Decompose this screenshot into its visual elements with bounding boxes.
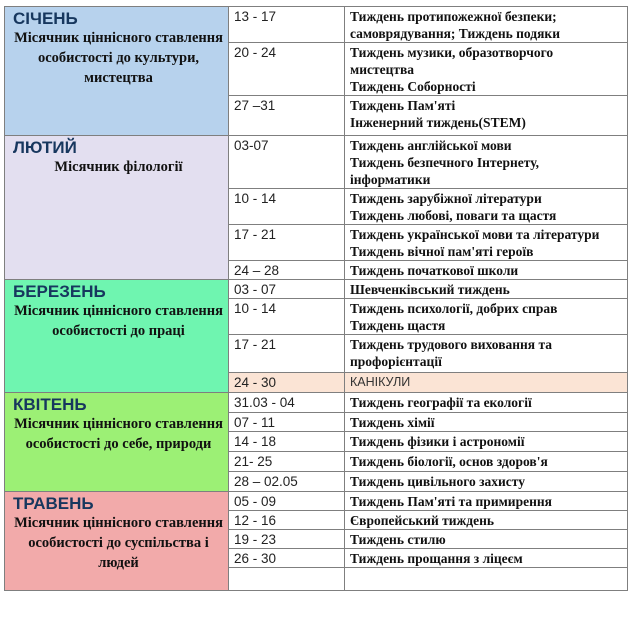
week-events — [345, 452, 628, 472]
week-dates: 05 - 09 — [229, 492, 345, 511]
event-line: КАНІКУЛИ — [350, 375, 411, 389]
week-events — [345, 472, 628, 492]
week-dates: 12 - 16 — [229, 511, 345, 530]
week-events — [345, 225, 628, 261]
week-events — [345, 261, 628, 280]
week-events — [345, 432, 628, 452]
week-dates: 21- 25 — [229, 452, 345, 472]
event-line: Тиждень хімії — [350, 415, 435, 430]
event-line: мистецтва — [350, 62, 415, 77]
week-events — [345, 549, 628, 568]
event-line: Інженерний тиждень(STEM) — [350, 115, 526, 130]
week-events — [345, 189, 628, 225]
week-events — [345, 96, 628, 136]
week-events — [345, 530, 628, 549]
event-line: Тиждень щастя — [350, 318, 446, 333]
event-line: Тиждень психології, добрих справ — [350, 301, 558, 316]
event-line: Тиждень трудового виховання та — [350, 337, 553, 352]
week-events — [345, 7, 628, 43]
month-name: ТРАВЕНЬ — [13, 494, 94, 513]
month-cell — [5, 492, 229, 591]
month-name: БЕРЕЗЕНЬ — [13, 282, 106, 301]
month-name: СІЧЕНЬ — [13, 9, 78, 28]
week-dates: 10 - 14 — [229, 189, 345, 225]
month-theme: Місячник ціннісного ставлення особистості до праці — [14, 303, 223, 339]
week-events — [345, 136, 628, 189]
event-line: Тиждень Пам'яті — [350, 98, 456, 113]
week-events — [345, 568, 628, 591]
schedule-table-body — [5, 7, 628, 591]
event-line: Тиждень безпечного Інтернету, — [350, 155, 539, 170]
event-line: Шевченківський тиждень — [350, 282, 510, 297]
week-dates: 03-07 — [229, 136, 345, 189]
week-events — [345, 511, 628, 530]
event-line: Тиждень вічної пам'яті героїв — [350, 244, 534, 259]
schedule-table — [4, 6, 628, 591]
week-dates — [229, 568, 345, 591]
month-theme: Місячник ціннісного ставлення особистості до суспільства і людей — [14, 515, 223, 571]
week-dates: 24 - 30 — [229, 373, 345, 393]
event-line: Тиждень початкової школи — [350, 263, 519, 278]
week-dates: 07 - 11 — [229, 413, 345, 432]
month-theme: Місячник філології — [54, 159, 183, 175]
week-dates: 03 - 07 — [229, 280, 345, 299]
event-line: профорієнтації — [350, 354, 442, 369]
week-row — [5, 492, 628, 511]
month-name: ЛЮТИЙ — [13, 138, 77, 157]
event-line: інформатики — [350, 172, 431, 187]
week-dates: 19 - 23 — [229, 530, 345, 549]
event-line: Тиждень музики, образотворчого — [350, 45, 554, 60]
month-cell — [5, 7, 229, 136]
event-line: Тиждень стилю — [350, 532, 446, 547]
month-theme: Місячник ціннісного ставлення особистості до культури, мистецтва — [14, 30, 223, 86]
event-line: самоврядування; Тиждень подяки — [350, 26, 560, 41]
week-events — [345, 280, 628, 299]
event-line: Тиждень біології, основ здоров'я — [350, 454, 548, 469]
month-name: КВІТЕНЬ — [13, 395, 87, 414]
event-line: Європейський тиждень — [350, 513, 495, 528]
week-row — [5, 280, 628, 299]
event-line: Тиждень прощання з ліцеєм — [350, 551, 523, 566]
event-line: Тиждень географії та екології — [350, 395, 532, 410]
week-events — [345, 413, 628, 432]
schedule-table-container — [4, 6, 628, 591]
week-dates: 24 – 28 — [229, 261, 345, 280]
week-events — [345, 373, 628, 393]
event-line: Тиждень любові, поваги та щастя — [350, 208, 557, 223]
week-events — [345, 492, 628, 511]
week-events — [345, 393, 628, 413]
event-line: Тиждень української мови та літератури — [350, 227, 600, 242]
event-line: Тиждень зарубіжної літератури — [350, 191, 542, 206]
week-dates: 28 – 02.05 — [229, 472, 345, 492]
month-cell — [5, 136, 229, 280]
week-row — [5, 136, 628, 189]
month-cell — [5, 280, 229, 393]
month-cell — [5, 393, 229, 492]
week-events — [345, 299, 628, 335]
week-dates: 17 - 21 — [229, 225, 345, 261]
event-line: Тиждень протипожежної безпеки; — [350, 9, 557, 24]
week-dates: 14 - 18 — [229, 432, 345, 452]
week-dates: 17 - 21 — [229, 335, 345, 373]
week-dates: 31.03 - 04 — [229, 393, 345, 413]
week-dates: 13 - 17 — [229, 7, 345, 43]
week-dates: 27 –31 — [229, 96, 345, 136]
week-dates: 20 - 24 — [229, 43, 345, 96]
event-line: Тиждень цивільного захисту — [350, 474, 526, 489]
event-line: Тиждень фізики і астрономії — [350, 434, 525, 449]
week-dates: 26 - 30 — [229, 549, 345, 568]
week-row — [5, 7, 628, 43]
event-line: Тиждень Пам'яті та примирення — [350, 494, 552, 509]
week-events — [345, 43, 628, 96]
week-events — [345, 335, 628, 373]
month-theme: Місячник ціннісного ставлення особистості до себе, природи — [14, 416, 223, 452]
event-line: Тиждень англійської мови — [350, 138, 512, 153]
week-dates: 10 - 14 — [229, 299, 345, 335]
event-line: Тиждень Соборності — [350, 79, 476, 94]
week-row — [5, 393, 628, 413]
